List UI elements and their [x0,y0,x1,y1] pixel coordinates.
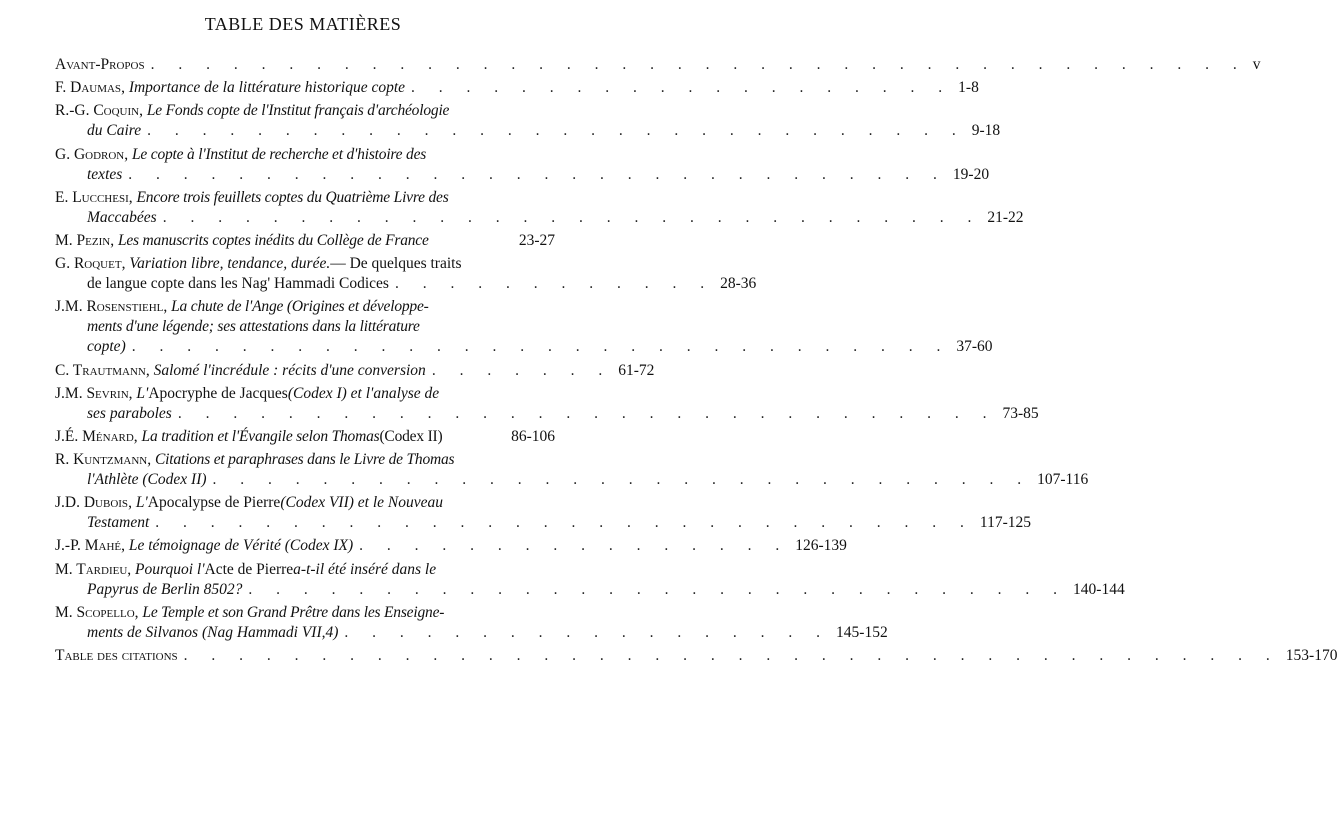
page-range: 37-60 [956,338,993,356]
author-name: J.M. Rosenstiehl [55,298,164,316]
toc-entry [55,56,1261,76]
author-name: R. Kuntzmann [55,451,148,469]
article-title: Le Fonds copte de l'Institut français d'archéologie [146,102,450,120]
article-title-continued: Papyrus de Berlin 8502? [87,580,243,598]
author-name: M. Pezin [55,231,111,249]
page-range: 107-116 [1037,471,1089,489]
toc-entry: G. Roquet , Variation libre, tendance, durée. — De quelques traits de langue copte dans les Nag' Hammadi Codices . . . . . . . . . . . . 28-36 [55,255,757,293]
article-title: La tradition et l'Évangile selon Thomas [141,427,380,445]
article-title: Les manuscrits coptes inédits du Collège de France [117,231,429,249]
toc-entry: J.D. Dubois , L' Apocalypse de Pierre (Codex VII) et le Nouveau Testament . . . . . . . . . . . . . . . . . . . . . . . . . . . . . . 117-125 [55,494,1032,532]
table-of-contents [55,56,1337,670]
author-name: M. Scopello [55,603,135,621]
toc-entry: J.-P. Mahé , Le témoignage de Vérité (Codex IX) . . . . . . . . . . . . . . . . 126-139 [55,537,847,555]
dot-leader: . . . . . . . . . . . . . . . . . . . . . . . . . . . . . . . . . . . . . . . . [183,647,1280,664]
article-title-roman: (Codex II) [379,427,443,445]
article-title-continued: Testament [87,514,150,532]
dot-leader: . . . . . . . . . . . . . . . . . . . . . . . . . . . . . . [162,208,982,226]
toc-entry: R.-G. Coquin , Le Fonds copte de l'Institut français d'archéologie du Caire . . . . . . . . . . . . . . . . . . . . . . . . . . . . . . 9-18 [55,102,1001,140]
toc-entry: M. Scopello , Le Temple et son Grand Prêtre dans les Enseigne- ments de Silvanos (Nag Hammadi VII,4) . . . . . . . . . . . . . . . . . . 145-152 [55,603,888,641]
author-name: R.-G. Coquin [55,102,140,120]
article-title: Encore trois feuillets coptes du Quatrième Livre des [136,188,449,206]
dot-leader: . . . . . . . . . . . . [394,275,715,293]
article-title: Salomé l'incrédule : récits d'une conversion [153,361,426,379]
article-title: L' [135,494,148,512]
author-name: C. Trautmann [55,361,146,379]
article-title-roman: Apocryphe de Jacques [148,384,288,402]
page-range: 21-22 [987,208,1024,226]
toc-entry: E. Lucchesi , Encore trois feuillets coptes du Quatrième Livre des Maccabées . . . . . . . . . . . . . . . . . . . . . . . . . . . . . . 21-22 [55,188,1024,226]
toc-entry [55,647,1337,667]
article-title: Le Temple et son Grand Prêtre dans les Enseigne- [142,603,445,621]
article-title-continued: Maccabées [87,208,157,226]
toc-entry-title: Avant-Propos [55,56,145,73]
author-name: E. Lucchesi [55,188,129,206]
dot-leader: . . . . . . . . . . . . . . . . . . . . . . . . . . . . . . . . . . . . . . . . [150,56,1247,73]
author-name: M. Tardieu [55,560,128,578]
article-title-roman: Acte de Pierre [204,560,294,578]
page-range: 140-144 [1073,580,1125,598]
page-range: 86-106 [511,427,555,445]
article-title-continued: copte) [87,338,126,356]
article-title: Le copte à l'Institut de recherche et d'histoire des [132,145,427,163]
toc-entry: J.M. Rosenstiehl , La chute de l'Ange (Origines et développe- ments d'une légende; ses attestations dans la littérature copte) . . . . . . . . . . . . . . . . . . . . . . . . . . . . . . 37-60 [55,298,993,356]
toc-entry: J.M. Sevrin , L' Apocryphe de Jacques (Codex I) et l'analyse de ses paraboles . . . . . . . . . . . . . . . . . . . . . . . . . . . . . . 73-85 [55,384,1039,422]
page-range: 9-18 [971,122,1001,140]
page-range: 153-170 [1285,647,1337,664]
dot-leader: . . . . . . . . . . . . . . . . . . . . . . . . . . . . . . [131,338,951,356]
article-title: Variation libre, tendance, durée. [129,255,331,273]
author-name: J.É. Ménard [55,427,134,445]
article-title-continued: de langue copte dans les Nag' Hammadi Codices [87,275,389,293]
author-name: G. Godron [55,145,125,163]
page-range: 23-27 [518,231,555,249]
dot-leader: . . . . . . . [431,361,613,379]
toc-entry: M. Pezin , Les manuscrits coptes inédits du Collège de France 23-27 [55,231,555,249]
toc-entry-title: Table des citations [55,647,178,664]
dot-leader: . . . . . . . . . . . . . . . . . . . . . . . . . . . . . . [128,165,947,183]
toc-entry: M. Tardieu , Pourquoi l' Acte de Pierre a-t-il été inséré dans le Papyrus de Berlin 8502? . . . . . . . . . . . . . . . . . . . . . . . . . . . . . . 140-144 [55,560,1125,598]
page-range: 145-152 [836,623,888,641]
article-title-continued: du Caire [87,122,142,140]
article-title: a-t-il été inséré dans le [293,560,437,578]
article-title-continued: ments d'une légende; ses attestations dans la littérature [87,318,420,336]
article-title-roman: — De quelques traits [330,255,462,273]
toc-entry: C. Trautmann , Salomé l'incrédule : récits d'une conversion . . . . . . . 61-72 [55,361,655,379]
article-title: (Codex I) et l'analyse de [287,384,440,402]
dot-leader: . . . . . . . . . . . . . . . . . . . . . . . . . . . . . . [248,580,1068,598]
author-name: J.-P. Mahé [55,537,122,555]
page-range: 73-85 [1002,404,1039,422]
page-title: TABLE DES MATIÈRES [204,14,402,34]
dot-leader: . . . . . . . . . . . . . . . . . . . . [411,79,953,97]
dot-leader: . . . . . . . . . . . . . . . . . . . . . . . . . . . . . . [147,122,966,140]
author-name: J.M. Sevrin [55,384,129,402]
page-range: 1-8 [958,79,979,97]
toc-entry: J.É. Ménard , La tradition et l'Évangile selon Thomas (Codex II) 86-106 [55,427,555,445]
dot-leader: . . . . . . . . . . . . . . . . . . . . . . . . . . . . . . [212,471,1032,489]
page-range: 28-36 [720,275,757,293]
article-title: Citations et paraphrases dans le Livre de Thomas [154,451,455,469]
article-title: Importance de la littérature historique copte [128,79,406,97]
page-range: 61-72 [618,361,655,379]
article-title: Le témoignage de Vérité (Codex IX) [128,537,354,555]
article-title: La chute de l'Ange (Origines et développe- [171,298,429,316]
toc-entry: G. Godron , Le copte à l'Institut de recherche et d'histoire des textes . . . . . . . . . . . . . . . . . . . . . . . . . . . . . . 19-20 [55,145,990,183]
article-title-continued: ses paraboles [87,404,172,422]
article-title-continued: ments de Silvanos (Nag Hammadi VII,4) [87,623,339,641]
dot-leader: . . . . . . . . . . . . . . . . . . [344,623,831,641]
article-title-roman: Apocalypse de Pierre [147,494,281,512]
dot-leader: . . . . . . . . . . . . . . . . . . . . . . . . . . . . . . [177,404,997,422]
page-range: v [1252,56,1261,73]
toc-entry: F. Daumas , Importance de la littérature historique copte . . . . . . . . . . . . . . . . . . . . 1-8 [55,79,979,97]
page-range: 19-20 [952,165,990,183]
page-range: 117-125 [979,514,1032,532]
toc-entry: R. Kuntzmann , Citations et paraphrases dans le Livre de Thomas l'Athlète (Codex II) . . . . . . . . . . . . . . . . . . . . . . . . . . . . . . 107-116 [55,451,1089,489]
page-range: 126-139 [795,537,847,555]
article-title-continued: textes [87,165,123,183]
author-name: J.D. Dubois [55,494,129,512]
article-title: Pourquoi l' [135,560,205,578]
dot-leader: . . . . . . . . . . . . . . . . . . . . . . . . . . . . . . [155,514,974,532]
article-title: (Codex VII) et le Nouveau [280,494,443,512]
author-name: G. Roquet [55,255,122,273]
dot-leader: . . . . . . . . . . . . . . . . [359,537,790,555]
author-name: F. Daumas [55,79,122,97]
article-title: L' [136,384,149,402]
article-title-continued: l'Athlète (Codex II) [87,471,207,489]
